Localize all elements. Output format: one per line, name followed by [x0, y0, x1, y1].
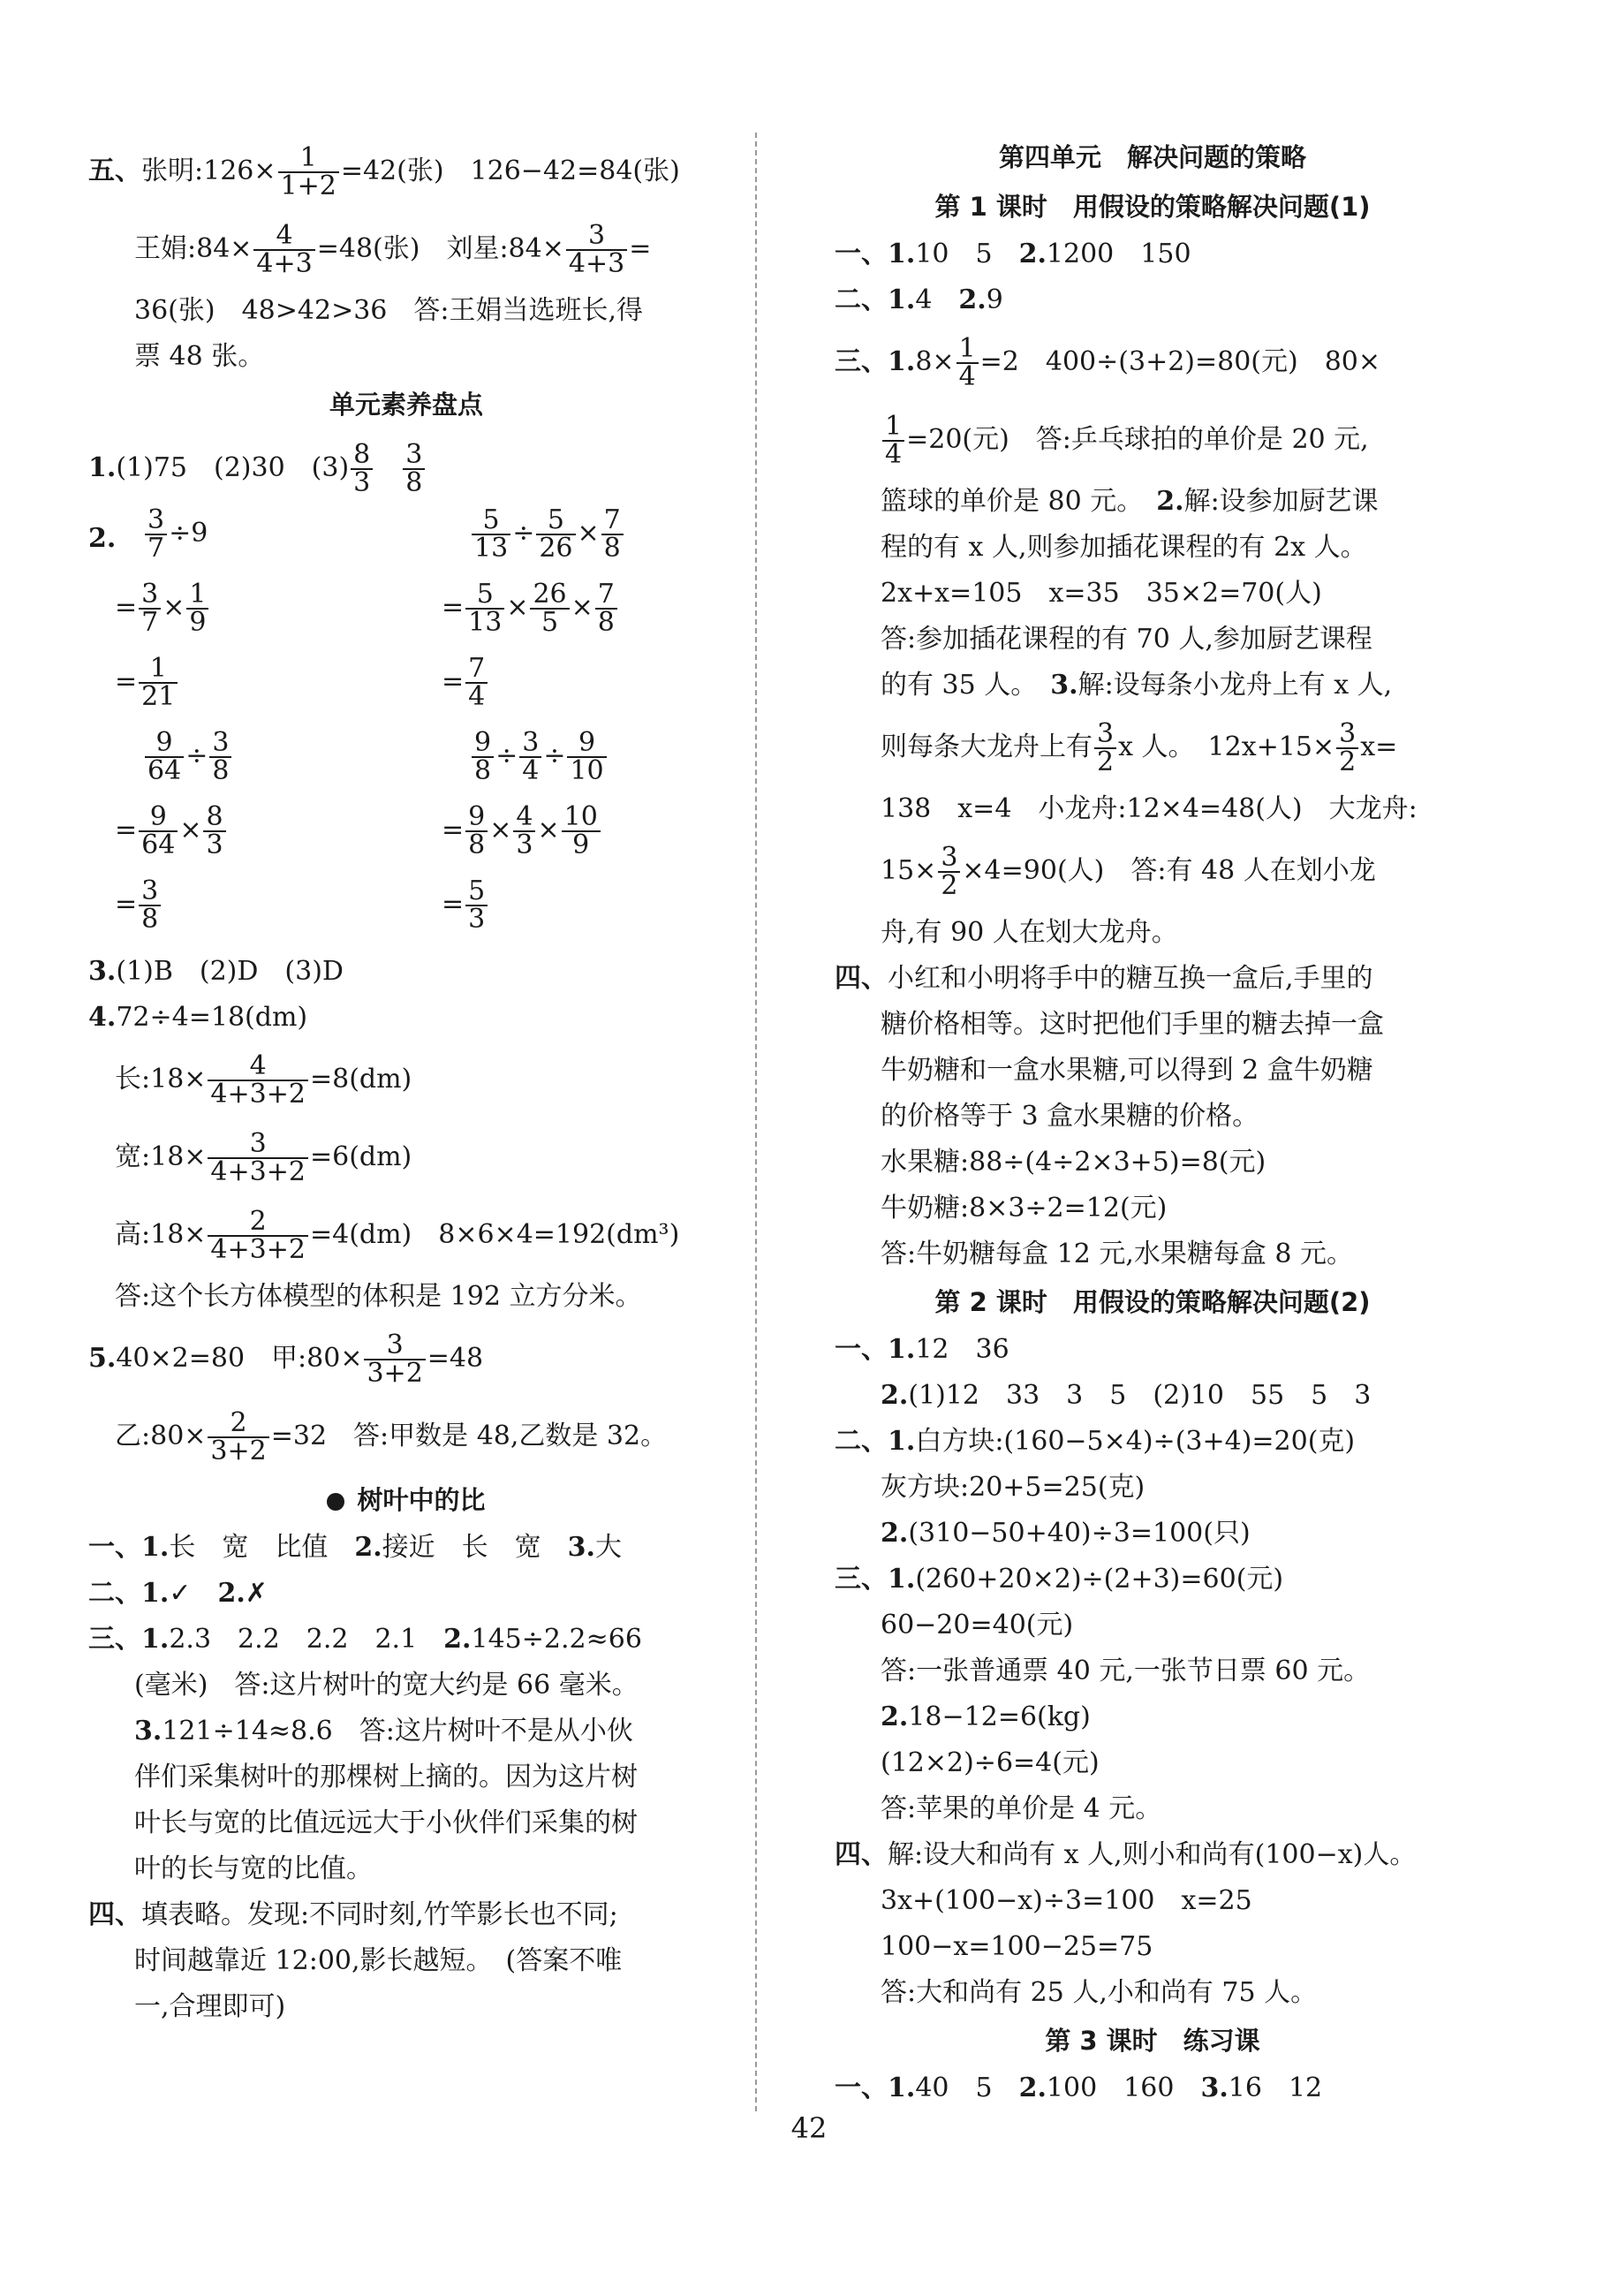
leaf-ratio-heading: 树叶中的比	[88, 1475, 724, 1525]
u2-d-step1: $\frac{9}{8}$ ÷ $\frac{3}{4}$ ÷ $\frac{9}{10}$	[470, 730, 609, 784]
s-q1-line-1: 一、1.12 36	[835, 1334, 1009, 1365]
lesson2-heading: 第 2 课时 用假设的策略解决问题(2)	[934, 1287, 1371, 1317]
r-q3-line-8: 则每条大龙舟上有 $\frac{3}{2}$ x 人。 12x+15× $\frac{3}{2}$ x=	[881, 718, 1398, 777]
fraction: $\frac{4}{4+3}$	[253, 223, 314, 277]
r-q4-line-5: 水果糖:88÷(4÷2×3+5)=8(元)	[881, 1147, 1266, 1178]
u2-b-step3: = $\frac{7}{4}$	[442, 655, 489, 710]
fraction: $\frac{3}{8}$	[403, 442, 425, 496]
u2-c-step2: = $\frac{9}{64}$ × $\frac{8}{3}$	[115, 804, 228, 859]
s-q2-line-2: 灰方块:20+5=25(克)	[881, 1472, 1145, 1503]
leaf-q4-line-3: 一,合理即可)	[134, 1991, 286, 2022]
u4-line-3: 宽:18× $\frac{3}{4+3+2}$ =6(dm)	[115, 1128, 412, 1187]
u2-a-step3: = $\frac{1}{21}$	[115, 655, 179, 710]
r-q4-line-6: 牛奶糖:8×3÷2=12(元)	[881, 1193, 1168, 1224]
s-q3-line-6: 答:苹果的单价是 4 元。	[881, 1793, 1162, 1824]
u2-calculations	[88, 504, 724, 949]
leaf-q3-line-5: 叶长与宽的比值远远大于小伙伴们采集的树	[134, 1807, 638, 1838]
r-q3-line-3: 篮球的单价是 80 元。 2.解:设参加厨艺课	[881, 486, 1379, 517]
r-q4-line-3: 牛奶糖和一盒水果糖,可以得到 2 盒牛奶糖	[881, 1055, 1373, 1086]
r-q3-line-6: 答:参加插花课程的有 70 人,参加厨艺课程	[881, 624, 1372, 655]
leaf-q3-line-4: 伴们采集树叶的那棵树上摘的。因为这片树	[134, 1762, 638, 1792]
leaf-q4-line-2: 时间越靠近 12:00,影长越短。 (答案不唯	[134, 1945, 623, 1976]
u2-number: 2.	[88, 523, 117, 554]
r-q3-line-11: 舟,有 90 人在划大龙舟。	[881, 917, 1178, 948]
r-q4-line-1: 四、小红和小明将手中的糖互换一盒后,手里的	[835, 963, 1373, 994]
r-q3-line-7: 的有 35 人。 3.解:设每条小龙舟上有 x 人,	[881, 670, 1393, 701]
q5-line-3: 36(张) 48>42>36 答:王娟当选班长,得	[134, 295, 644, 326]
fraction: $\frac{3}{4+3}$	[566, 223, 627, 277]
s-q2-line-3: 2.(310−50+40)÷3=100(只)	[881, 1518, 1251, 1549]
s-q4-line-2: 3x+(100−x)÷3=100 x=25	[881, 1885, 1252, 1916]
u2-d-step3: = $\frac{5}{3}$	[442, 878, 489, 933]
r-q4-line-2: 糖价格相等。这时把他们手里的糖去掉一盒	[881, 1009, 1384, 1040]
u5-line-1: 5.40×2=80 甲:80× $\frac{3}{3+2}$ =48	[88, 1330, 484, 1389]
leaf-q3-line-1: 三、1.2.3 2.2 2.2 2.1 2.145÷2.2≈66	[88, 1624, 642, 1655]
leaf-q1: 一、1.长 宽 比值 2.接近 长 宽 3.大	[88, 1532, 622, 1563]
r-q3-line-5: 2x+x=105 x=35 35×2=70(人)	[881, 578, 1322, 609]
u2-c-step1: $\frac{9}{64}$ ÷ $\frac{3}{8}$	[143, 730, 233, 784]
r-q4-line-7: 答:牛奶糖每盒 12 元,水果糖每盒 8 元。	[881, 1239, 1354, 1269]
column-divider	[755, 133, 757, 2111]
leaf-q4-line-1: 四、填表略。发现:不同时刻,竹竿影长也不同;	[88, 1899, 618, 1930]
u2-b-step2: = $\frac{5}{13}$ × $\frac{26}{5}$ × $\frac{7}{8}$	[442, 581, 619, 636]
s-q4-line-4: 答:大和尚有 25 人,小和尚有 75 人。	[881, 1977, 1318, 2008]
s-q4-line-1: 四、解:设大和尚有 x 人,则小和尚有(100−x)人。	[835, 1839, 1417, 1870]
s-q3-line-5: (12×2)÷6=4(元)	[881, 1747, 1100, 1778]
u5-line-2: 乙:80× $\frac{2}{3+2}$ =32 答:甲数是 48,乙数是 32。	[115, 1407, 668, 1466]
s-q3-line-4: 2.18−12=6(kg)	[881, 1701, 1091, 1732]
unit4-heading: 第四单元 解决问题的策略	[998, 142, 1306, 172]
u4-line-4: 高:18× $\frac{2}{4+3+2}$ =4(dm) 8×6×4=192(dm³)	[115, 1206, 680, 1265]
u1-line: 1.(1)75 (2)30 (3) $\frac{8}{3}$ $\frac{3}{8}$	[88, 429, 724, 507]
q5-line-1: 五、张明:126× $\frac{1}{1+2}$ =42(张) 126−42=84(张)	[88, 142, 680, 201]
r-q3-line-1: 三、1.8× $\frac{1}{4}$ =2 400÷(3+2)=80(元) 80×	[835, 333, 1381, 392]
fraction: $\frac{1}{1+2}$	[278, 145, 339, 200]
s-q3-line-2: 60−20=40(元)	[881, 1610, 1074, 1641]
fraction: $\frac{8}{3}$	[351, 442, 373, 496]
leaf-q2: 二、1.✓ 2.✗	[88, 1578, 268, 1609]
leaf-q3-line-2: (毫米) 答:这片树叶的宽大约是 66 毫米。	[134, 1670, 639, 1701]
s-q1-line-2: 2.(1)12 33 3 5 (2)10 55 5 3	[881, 1380, 1372, 1411]
u2-d-step2: = $\frac{9}{8}$ × $\frac{4}{3}$ × $\frac{10}{9}$	[442, 804, 602, 859]
leaf-q3-line-3: 3.121÷14≈8.6 答:这片树叶不是从小伙	[134, 1716, 633, 1747]
u2-b-step1: $\frac{5}{13}$ ÷ $\frac{5}{26}$ × $\frac{7}{8}$	[470, 507, 625, 562]
r-q3-line-2: $\frac{1}{4}$ =20(元) 答:乒乓球拍的单价是 20 元,	[835, 401, 1471, 479]
s-q4-line-3: 100−x=100−25=75	[881, 1931, 1153, 1962]
u3-line: 3.(1)B (2)D (3)D	[88, 956, 344, 987]
q5-line-4: 票 48 张。	[134, 341, 265, 372]
u2-a-step2: = $\frac{3}{7}$ × $\frac{1}{9}$	[115, 581, 210, 636]
unit-review-heading: 单元素养盘点	[329, 390, 483, 420]
lesson3-heading: 第 3 课时 练习课	[1045, 2026, 1260, 2056]
right-column	[835, 133, 1471, 2111]
u4-line-2: 长:18× $\frac{4}{4+3+2}$ =8(dm)	[115, 1050, 412, 1110]
u2-a-step1: $\frac{3}{7}$ ÷9	[143, 507, 208, 562]
bullet-dot-icon	[327, 1493, 344, 1511]
page-number: 42	[790, 2111, 828, 2145]
t-q1: 一、1.40 5 2.100 160 3.16 12	[835, 2072, 1323, 2103]
q5-line-2: 王娟:84× $\frac{4}{4+3}$ =48(张) 刘星:84× $\frac{3}{4+3}$ =	[134, 220, 652, 279]
s-q3-line-1: 三、1.(260+20×2)÷(2+3)=60(元)	[835, 1564, 1284, 1595]
r-q3-line-10: 15× $\frac{3}{2}$ ×4=90(人) 答:有 48 人在划小龙	[881, 842, 1376, 901]
u4-line-5: 答:这个长方体模型的体积是 192 立方分米。	[115, 1281, 642, 1312]
lesson1-heading: 第 1 课时 用假设的策略解决问题(1)	[934, 192, 1371, 222]
r-q1: 一、1.10 5 2.1200 150	[835, 239, 1191, 269]
r-q2: 二、1.4 2.9	[835, 284, 1003, 315]
u4-line-1: 4.72÷4=18(dm)	[88, 1002, 308, 1033]
r-q4-line-4: 的价格等于 3 盒水果糖的价格。	[881, 1101, 1259, 1132]
s-q2-line-1: 二、1.白方块:(160−5×4)÷(3+4)=20(克)	[835, 1426, 1356, 1457]
left-column	[88, 133, 724, 2030]
r-q3-line-9: 138 x=4 小龙舟:12×4=48(人) 大龙舟:	[881, 793, 1418, 824]
leaf-q3-line-6: 叶的长与宽的比值。	[134, 1853, 373, 1884]
s-q3-line-3: 答:一张普通票 40 元,一张节日票 60 元。	[881, 1656, 1371, 1686]
r-q3-line-4: 程的有 x 人,则参加插花课程的有 2x 人。	[881, 532, 1367, 563]
u2-c-step3: = $\frac{3}{8}$	[115, 878, 163, 933]
